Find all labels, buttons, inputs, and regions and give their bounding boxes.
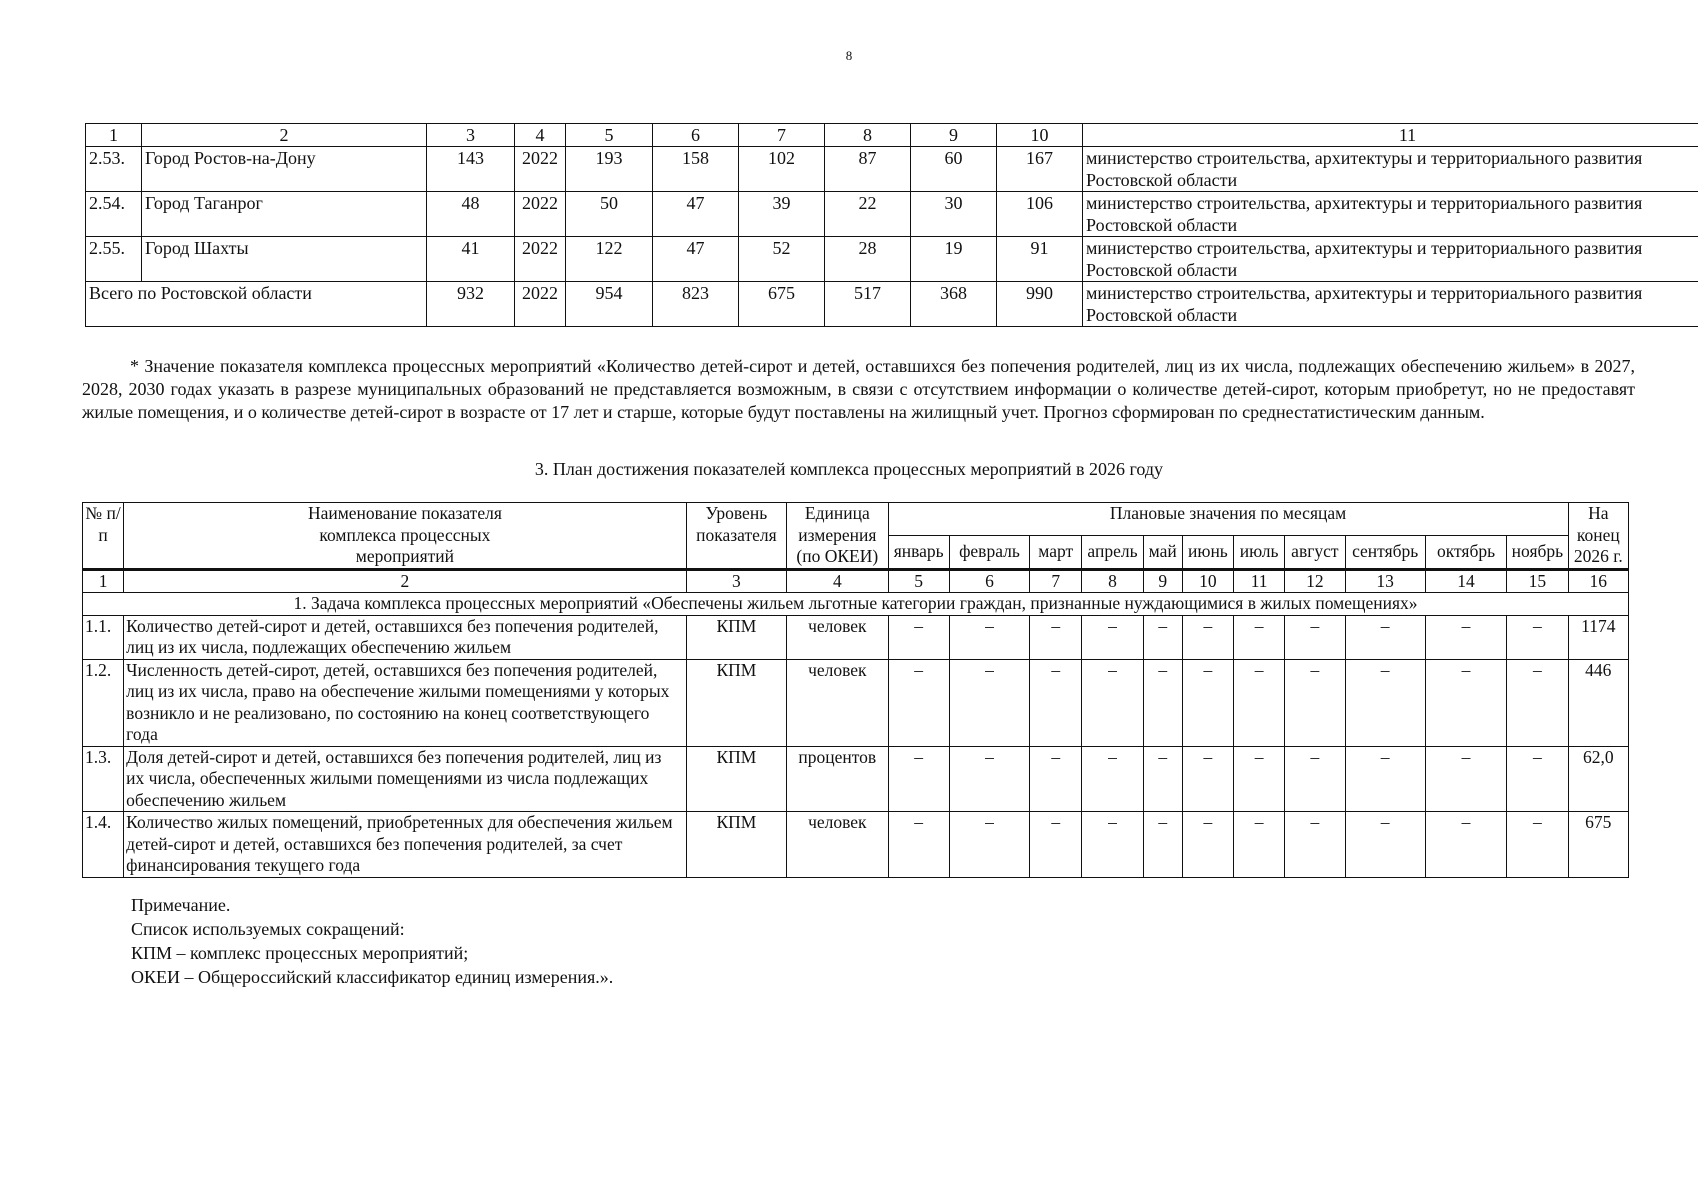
value-cell: 102 [739,147,825,192]
column-number-cell: 6 [949,569,1029,593]
month-value: – [1425,659,1506,746]
column-number-cell: 4 [787,569,888,593]
table-row [86,147,1698,192]
notes [131,893,613,989]
column-number-cell: 11 [1234,569,1285,593]
month-value: – [1234,812,1285,878]
value-cell: 41 [427,237,515,282]
column-number-cell: 2 [142,124,427,147]
value-cell: 106 [997,192,1083,237]
month-header: июль [1234,535,1285,569]
header-number: № п/п [83,503,124,570]
unit-cell: человек [787,615,888,659]
value-cell: 158 [653,147,739,192]
month-value: – [1234,615,1285,659]
column-number-cell: 3 [427,124,515,147]
month-header: ноябрь [1507,535,1568,569]
note-line: Список используемых сокращений: [131,919,405,939]
value-cell: 143 [427,147,515,192]
level-cell: КПМ [686,659,786,746]
row-number: 2.55. [86,237,142,282]
row-number: 1.1. [83,615,124,659]
table-row [86,237,1698,282]
column-number-cell: 2 [124,569,686,593]
row-number: 2.54. [86,192,142,237]
month-value: – [1425,746,1506,812]
month-header: март [1030,535,1082,569]
column-number-cell: 5 [888,569,949,593]
column-number-cell: 7 [739,124,825,147]
column-number-cell: 10 [1182,569,1233,593]
level-cell: КПМ [686,746,786,812]
column-number-cell: 4 [515,124,566,147]
table-row [83,812,1629,878]
month-value: – [1507,746,1568,812]
month-header: февраль [949,535,1029,569]
value-cell: 60 [911,147,997,192]
footnote: * Значение показателя комплекса процессных мероприятий «Количество детей-сирот и детей, оставшихся без попечения родителей, лиц из их числа, подлежащих обеспечению жильем» в 2027, 2028, 2030 годах указать в разрезе муниципальных образований не представляется возможным, в связи с отсутствием информации о количестве детей-сирот, которым приобретут, но не предоставят жилые помещения, и о количестве детей-сирот в возрасте от 17 лет и старше, которые будут поставлены на жилищный учет. Прогноз сформирован по среднестатистическим данным. [82,356,1635,422]
task-row [83,593,1629,616]
value-cell: 193 [566,147,653,192]
month-header: июнь [1182,535,1233,569]
month-value: – [1082,615,1143,659]
month-value: – [1143,812,1182,878]
column-number-cell: 3 [686,569,786,593]
column-number-cell: 13 [1345,569,1425,593]
value-cell: 167 [997,147,1083,192]
unit-cell: человек [787,659,888,746]
value-cell: 22 [825,192,911,237]
month-value: – [1082,812,1143,878]
month-value: – [1182,812,1233,878]
month-value: – [949,615,1029,659]
indicator-name: Доля детей-сирот и детей, оставшихся без попечения родителей, лиц из их числа, обеспеченных жилыми помещениями из числа подлежащих обеспечению жильем [124,746,686,812]
note-line: Примечание. [131,895,231,915]
note-line: ОКЕИ – Общероссийский классификатор единиц измерения.». [131,967,614,987]
indicator-name: Численность детей-сирот, детей, оставшихся без попечения родителей, лиц из их числа, право на обеспечение жилыми помещениями у которых возникло и не реализовано, по состоянию на конец соответствующего года [124,659,686,746]
value-cell: 517 [825,282,911,327]
month-header: апрель [1082,535,1143,569]
table-header-row [86,124,1698,147]
column-number-cell: 16 [1568,569,1628,593]
note-line: КПМ – комплекс процессных мероприятий; [131,943,469,963]
page-number: 8 [845,48,853,63]
month-value: – [888,812,949,878]
value-cell: 954 [566,282,653,327]
value-cell: 122 [566,237,653,282]
month-value: – [1345,812,1425,878]
month-value: – [1345,615,1425,659]
column-number-cell: 8 [1082,569,1143,593]
month-value: – [949,746,1029,812]
column-number-cell: 12 [1285,569,1345,593]
value-cell: 87 [825,147,911,192]
month-value: – [1507,812,1568,878]
header-unit: Единица измерения (по ОКЕИ) [787,503,888,570]
header-level: Уровень показателя [686,503,786,570]
value-cell: 368 [911,282,997,327]
table-row [83,615,1629,659]
column-number-cell: 6 [653,124,739,147]
month-value: – [1425,615,1506,659]
month-value: – [1285,812,1345,878]
total-label: Всего по Ростовской области [86,282,427,327]
plan-section-title: 3. План достижения показателей комплекса процессных мероприятий в 2026 году [534,459,1164,479]
month-value: – [1182,615,1233,659]
month-value: – [1285,659,1345,746]
header-name: Наименование показателя комплекса процессных мероприятий [124,503,686,570]
month-value: – [1143,746,1182,812]
column-number-cell: 10 [997,124,1083,147]
month-value: – [949,812,1029,878]
unit-cell: процентов [787,746,888,812]
value-cell: 47 [653,237,739,282]
month-value: – [1507,615,1568,659]
month-header: август [1285,535,1345,569]
value-cell: 2022 [515,192,566,237]
end-value: 1174 [1568,615,1628,659]
month-value: – [888,615,949,659]
table-row [86,192,1698,237]
value-cell: 28 [825,237,911,282]
value-cell: 48 [427,192,515,237]
row-number: 1.2. [83,659,124,746]
value-cell: 675 [739,282,825,327]
value-cell: 47 [653,192,739,237]
value-cell: 50 [566,192,653,237]
value-cell: 52 [739,237,825,282]
value-cell: 91 [997,237,1083,282]
column-number-cell: 9 [1143,569,1182,593]
municipality-name: Город Шахты [142,237,427,282]
value-cell: 2022 [515,147,566,192]
month-value: – [1507,659,1568,746]
row-number: 1.3. [83,746,124,812]
column-number-cell: 1 [83,569,124,593]
month-value: – [1030,615,1082,659]
header-end: На конец 2026 г. [1568,503,1628,570]
responsible-cell: министерство строительства, архитектуры и территориального развития Ростовской области [1083,282,1698,327]
month-value: – [1082,746,1143,812]
monthly-plan-table [82,502,1629,878]
end-value: 62,0 [1568,746,1628,812]
month-value: – [1143,615,1182,659]
month-value: – [1082,659,1143,746]
header-row [83,503,1629,536]
month-value: – [1182,659,1233,746]
table-row [83,746,1629,812]
total-row [86,282,1698,327]
column-number-cell: 7 [1030,569,1082,593]
month-value: – [1285,746,1345,812]
column-numbers-row [83,569,1629,593]
month-value: – [1285,615,1345,659]
month-value: – [1345,659,1425,746]
indicator-name: Количество жилых помещений, приобретенных для обеспечения жильем детей-сирот и детей, оставшихся без попечения родителей, за счет финансирования текущего года [124,812,686,878]
row-number: 2.53. [86,147,142,192]
responsible-cell: министерство строительства, архитектуры и территориального развития Ростовской области [1083,147,1698,192]
month-value: – [949,659,1029,746]
end-value: 675 [1568,812,1628,878]
month-value: – [1234,746,1285,812]
column-number-cell: 14 [1425,569,1506,593]
header-plan: Плановые значения по месяцам [888,503,1568,536]
value-cell: 990 [997,282,1083,327]
month-value: – [888,746,949,812]
month-value: – [888,659,949,746]
column-number-cell: 1 [86,124,142,147]
month-value: – [1234,659,1285,746]
municipality-name: Город Таганрог [142,192,427,237]
row-number: 1.4. [83,812,124,878]
month-value: – [1030,746,1082,812]
value-cell: 932 [427,282,515,327]
month-value: – [1143,659,1182,746]
month-header: октябрь [1425,535,1506,569]
month-value: – [1030,812,1082,878]
month-header: январь [888,535,949,569]
month-value: – [1030,659,1082,746]
level-cell: КПМ [686,615,786,659]
column-number-cell: 8 [825,124,911,147]
value-cell: 2022 [515,282,566,327]
column-number-cell: 5 [566,124,653,147]
month-header: май [1143,535,1182,569]
task-title: 1. Задача комплекса процессных мероприятий «Обеспечены жильем льготные категории граждан, признанные нуждающимися в жилых помещениях» [83,593,1629,616]
month-value: – [1345,746,1425,812]
column-number-cell: 11 [1083,124,1698,147]
column-number-cell: 15 [1507,569,1568,593]
municipal-indicators-table [85,123,1698,327]
responsible-cell: министерство строительства, архитектуры и территориального развития Ростовской области [1083,237,1698,282]
month-value: – [1182,746,1233,812]
responsible-cell: министерство строительства, архитектуры и территориального развития Ростовской области [1083,192,1698,237]
value-cell: 30 [911,192,997,237]
value-cell: 39 [739,192,825,237]
indicator-name: Количество детей-сирот и детей, оставшихся без попечения родителей, лиц из их числа, подлежащих обеспечению жильем [124,615,686,659]
table-row [83,659,1629,746]
value-cell: 2022 [515,237,566,282]
level-cell: КПМ [686,812,786,878]
value-cell: 19 [911,237,997,282]
value-cell: 823 [653,282,739,327]
month-value: – [1425,812,1506,878]
municipality-name: Город Ростов-на-Дону [142,147,427,192]
end-value: 446 [1568,659,1628,746]
column-number-cell: 9 [911,124,997,147]
unit-cell: человек [787,812,888,878]
month-header: сентябрь [1345,535,1425,569]
